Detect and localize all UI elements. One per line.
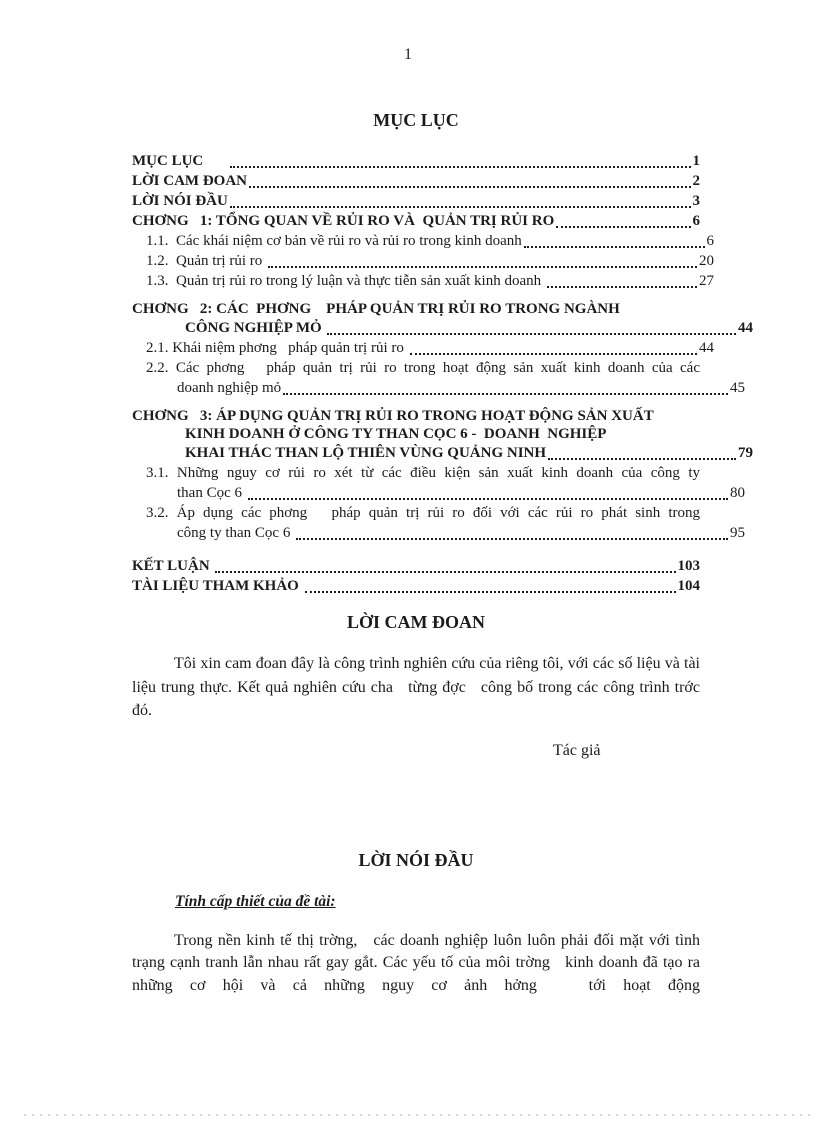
toc-entry-page: 6 (706, 233, 714, 249)
toc-entry (146, 231, 714, 251)
dot-leader (524, 246, 705, 248)
toc-entry-page: 79 (738, 445, 753, 461)
toc-entry-page: 3 (692, 193, 700, 209)
toc-entry (132, 576, 700, 596)
toc-entry-line: 2.2. Các phơng pháp quản trị rủi ro trong hoạt động sản xuất kinh doanh của các (146, 360, 700, 376)
toc-entry (132, 556, 700, 576)
toc-title: MỤC LỤC (373, 110, 459, 130)
toc-entry-label: 2.1. Khái niệm phơng pháp quản trị rủi ro (146, 340, 408, 356)
page-number: 1 (404, 46, 412, 63)
toc-entry-page: 44 (738, 320, 753, 336)
toc-entry (146, 271, 714, 291)
toc-entry-label: LỜI CAM ĐOAN (132, 173, 247, 189)
toc-entry-label: 1.3. Quản trị rủi ro trong lý luận và thực tiễn sản xuất kinh doanh (146, 273, 545, 289)
intro-subheading: Tính cấp thiết của đề tài: (175, 893, 336, 910)
dot-leader (327, 333, 736, 335)
toc-entry-label: LỜI NÓI ĐẦU (132, 193, 228, 209)
dot-leader (410, 353, 697, 355)
dot-leader (215, 571, 675, 573)
toc-entry-page: 95 (730, 525, 745, 541)
dot-leader (548, 458, 736, 460)
toc-entry-page: 80 (730, 485, 745, 501)
cam-doan-title: LỜI CAM ĐOAN (347, 612, 485, 632)
toc-entry-page: 27 (699, 273, 714, 289)
toc-entry-line: 3.2. Áp dụng các phơng pháp quản trị rủi ro đối với các rủi ro phát sinh trong (146, 505, 700, 521)
toc-entry (132, 211, 700, 231)
author-signature (132, 742, 700, 760)
toc-entry (132, 358, 745, 398)
toc-entry (132, 191, 700, 211)
toc-entry (132, 151, 700, 171)
dot-leader (230, 166, 691, 168)
toc-entry-page: 20 (699, 253, 714, 269)
toc-entry (132, 171, 700, 191)
toc-entry (132, 300, 753, 338)
toc-entry-label: KHAI THÁC THAN LỘ THIÊN VÙNG QUẢNG NINH (185, 445, 547, 461)
toc-entry-page: 1 (692, 153, 700, 169)
author-signature-label: Tác giả (553, 742, 601, 759)
toc-entry-page: 44 (699, 340, 714, 356)
toc-entry (146, 251, 714, 271)
toc-entry-label: CHƠNG 1: TỔNG QUAN VỀ RỦI RO VÀ QUẢN TRỊ RỦI RO (132, 213, 555, 229)
toc-entry-line: KINH DOANH Ở CÔNG TY THAN CỌC 6 - DOANH NGHIỆP (185, 426, 607, 442)
toc-entry-line: CHƠNG 2: CÁC PHƠNG PHÁP QUẢN TRỊ RỦI RO TRONG NGÀNH (132, 301, 620, 317)
dot-leader (283, 393, 728, 395)
intro-paragraph: Trong nền kinh tế thị trờng, các doanh nghiệp luôn luôn phải đối mặt với tình trạng cạnh tranh lẫn nhau rất gay gắt. Các yếu tố của môi trờng kinh doanh đã tạo ra những cơ hội và cả những nguy cơ ảnh hởng tới hoạt động (132, 932, 704, 994)
table-of-contents (132, 151, 753, 596)
dot-leader (556, 226, 690, 228)
toc-entry-line: CHƠNG 3: ÁP DỤNG QUẢN TRỊ RỦI RO TRONG HOẠT ĐỘNG SẢN XUẤT (132, 408, 654, 424)
toc-entry (132, 407, 753, 463)
toc-entry-label: 1.2. Quản trị rủi ro (146, 253, 266, 269)
toc-entry-page: 6 (692, 213, 700, 229)
toc-entry-label: than Cọc 6 (177, 485, 246, 501)
toc-entry-page: 103 (677, 558, 700, 574)
toc-entry-label: doanh nghiệp mỏ (177, 380, 282, 396)
dot-leader (249, 186, 691, 188)
toc-entry (146, 338, 714, 358)
toc-entry-label: CÔNG NGHIỆP MỎ (185, 320, 326, 336)
dot-leader (305, 591, 676, 593)
toc-entry-label: MỤC LỤC (132, 153, 204, 169)
toc-entry-label: 1.1. Các khái niệm cơ bản về rủi ro và rủi ro trong kinh doanh (146, 233, 522, 249)
toc-entry-line: 3.1. Những nguy cơ rủi ro xét từ các điều kiện sản xuất kinh doanh của công ty (146, 465, 700, 481)
dot-leader (547, 286, 697, 288)
dot-leader (248, 498, 728, 500)
dot-leader (230, 206, 691, 208)
page-break-dotted-line (24, 1114, 810, 1116)
dot-leader (296, 538, 728, 540)
dot-leader (268, 266, 697, 268)
intro-title: LỜI NÓI ĐẦU (358, 850, 474, 870)
toc-entry-label: KẾT LUẬN (132, 558, 214, 574)
toc-entry-page: 104 (677, 578, 700, 594)
toc-entry (132, 503, 745, 543)
toc-entry-page: 45 (730, 380, 745, 396)
toc-entry-label: công ty than Cọc 6 (177, 525, 295, 541)
cam-doan-paragraph: Tôi xin cam đoan đây là công trình nghiên cứu của riêng tôi, với các số liệu và tài liệu trung thực. Kết quả nghiên cứu cha từng đợc công bố trong các công trình trớc đó. (132, 655, 712, 719)
toc-entry-label: TÀI LIỆU THAM KHẢO (132, 578, 303, 594)
toc-entry (132, 463, 745, 503)
toc-entry-page: 2 (692, 173, 700, 189)
